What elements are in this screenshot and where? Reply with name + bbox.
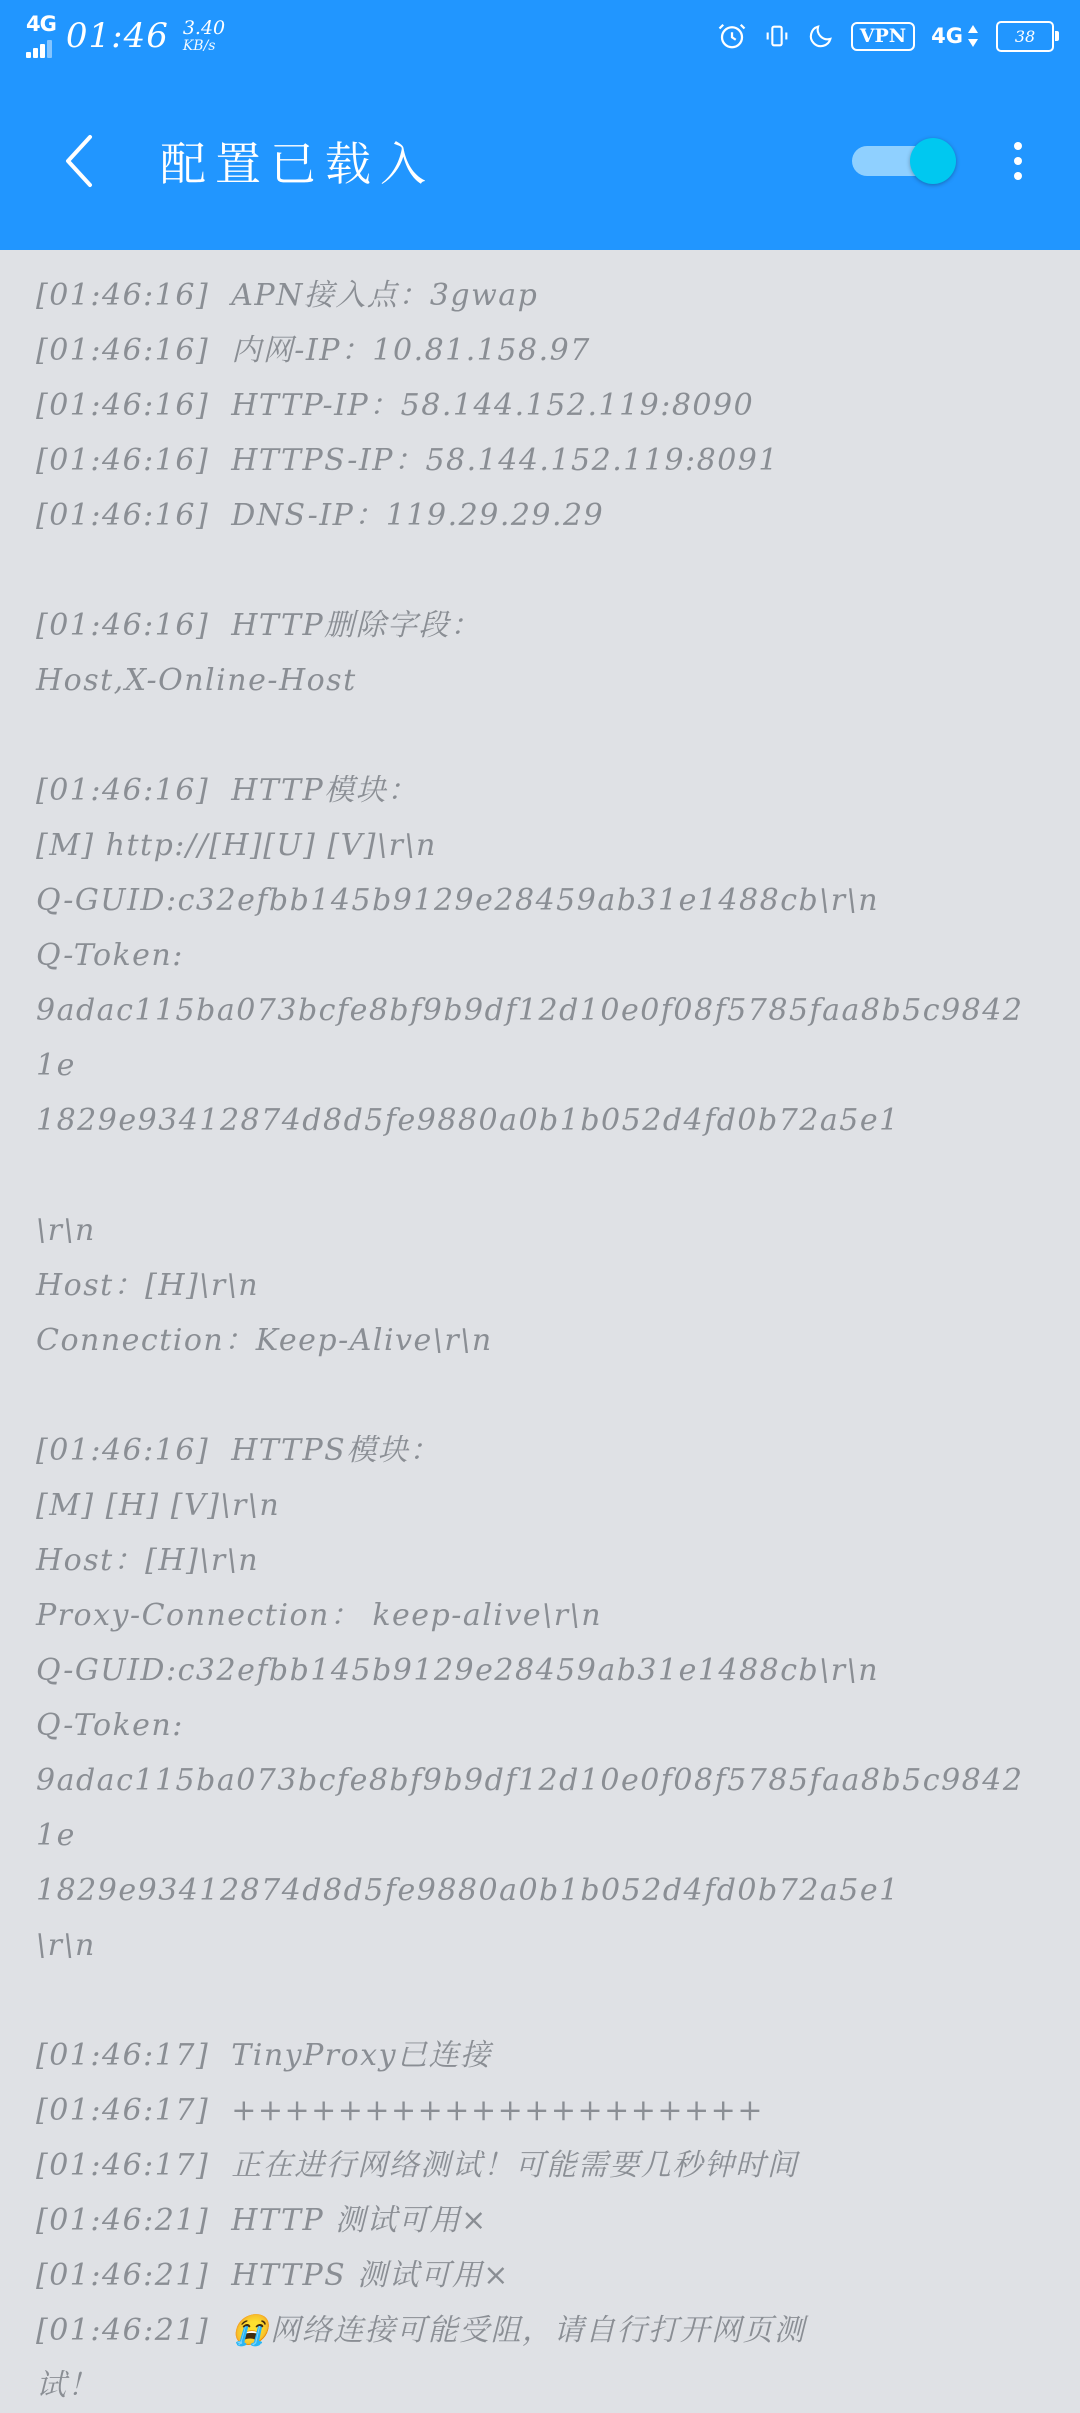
data-arrows-icon xyxy=(966,24,980,48)
log-line: [01:46:21] HTTP 测试可用× xyxy=(36,2203,488,2238)
log-line: [M] [H] [V]\r\n xyxy=(36,1488,281,1523)
log-line: Host：[H]\r\n xyxy=(36,1268,260,1303)
log-line: 9adac115ba073bcfe8bf9b9df12d10e0f08f5785faa8b5c98421e xyxy=(36,1763,1024,1853)
log-line: 9adac115ba073bcfe8bf9b9df12d10e0f08f5785faa8b5c98421e xyxy=(36,993,1024,1083)
app-bar xyxy=(0,72,1080,250)
log-line: Proxy-Connection： keep-alive\r\n xyxy=(36,1598,603,1633)
log-line: [01:46:17] ++++++++++++++++++++ xyxy=(36,2093,764,2128)
status-bar-left xyxy=(26,14,717,58)
log-line: Q-GUID:c32efbb145b9129e28459ab31e1488cb\r\n xyxy=(36,883,880,918)
log-line: \r\n xyxy=(36,1928,96,1963)
network-type-right-label: 4G xyxy=(931,24,963,48)
overflow-dot xyxy=(1014,157,1022,165)
log-line xyxy=(36,1148,1044,1203)
network-speed-value: 3.40 xyxy=(182,16,226,39)
overflow-menu-button[interactable] xyxy=(990,125,1046,197)
alarm-icon xyxy=(717,21,747,51)
service-toggle[interactable] xyxy=(852,138,956,184)
status-bar-right xyxy=(717,21,1054,52)
log-line xyxy=(36,543,1044,598)
log-line: [01:46:17] 正在进行网络测试！可能需要几秒钟时间 xyxy=(36,2148,799,2183)
vibrate-icon xyxy=(763,22,791,50)
log-line: [01:46:17] TinyProxy已连接 xyxy=(36,2038,492,2073)
log-line: [M] http://[H][U] [V]\r\n xyxy=(36,828,437,863)
status-bar xyxy=(0,0,1080,72)
network-type-left xyxy=(26,14,56,58)
moon-icon xyxy=(807,22,835,50)
log-line: Connection：Keep-Alive\r\n xyxy=(36,1323,493,1358)
log-line: \r\n xyxy=(36,1213,96,1248)
battery-icon xyxy=(996,21,1054,52)
log-line: Host,X-Online-Host xyxy=(36,663,357,698)
log-line: 1829e93412874d8d5fe9880a0b1b052d4fd0b72a5e1 xyxy=(36,1873,900,1908)
back-arrow-icon xyxy=(56,129,104,193)
vpn-badge: VPN xyxy=(851,22,915,51)
signal-strength-icon xyxy=(26,38,52,58)
log-line: [01:46:21] HTTPS 测试可用× xyxy=(36,2258,510,2293)
network-speed-unit: KB/s xyxy=(182,37,216,54)
network-type-left-label: 4G xyxy=(26,12,56,36)
log-line: 1829e93412874d8d5fe9880a0b1b052d4fd0b72a5e1 xyxy=(36,1103,900,1138)
overflow-dot xyxy=(1014,172,1022,180)
log-line: Q-Token: xyxy=(36,938,184,973)
log-line: [01:46:16] HTTPS-IP：58.144.152.119:8091 xyxy=(36,443,779,478)
log-line: [01:46:16] DNS-IP：119.29.29.29 xyxy=(36,498,605,533)
back-button[interactable] xyxy=(48,129,112,193)
log-line xyxy=(36,1368,1044,1423)
log-line: [01:46:16] APN接入点：3gwap xyxy=(36,278,539,313)
log-line xyxy=(36,708,1044,763)
log-line: [01:46:16] 内网-IP：10.81.158.97 xyxy=(36,333,591,368)
log-output[interactable] xyxy=(0,250,1080,2403)
log-line: Q-GUID:c32efbb145b9129e28459ab31e1488cb\r\n xyxy=(36,1653,880,1688)
status-clock: 01:46 xyxy=(65,16,169,56)
network-type-right xyxy=(931,24,980,48)
log-line: 试！ xyxy=(36,2368,99,2403)
log-line: [01:46:16] HTTPS模块： xyxy=(36,1433,441,1468)
overflow-dot xyxy=(1014,142,1022,150)
log-line: [01:46:16] HTTP模块： xyxy=(36,773,419,808)
log-line xyxy=(36,1973,1044,2028)
page-title: 配置已载入 xyxy=(160,137,435,191)
battery-level-label: 38 xyxy=(1014,26,1036,46)
network-speed xyxy=(182,16,226,54)
log-line: Q-Token: xyxy=(36,1708,184,1743)
log-line: [01:46:21] 😭网络连接可能受阻，请自行打开网页测 xyxy=(36,2313,806,2348)
log-line: Host：[H]\r\n xyxy=(36,1543,260,1578)
log-line: [01:46:16] HTTP删除字段： xyxy=(36,608,482,643)
log-line: [01:46:16] HTTP-IP：58.144.152.119:8090 xyxy=(36,388,755,423)
toggle-knob xyxy=(910,138,956,184)
